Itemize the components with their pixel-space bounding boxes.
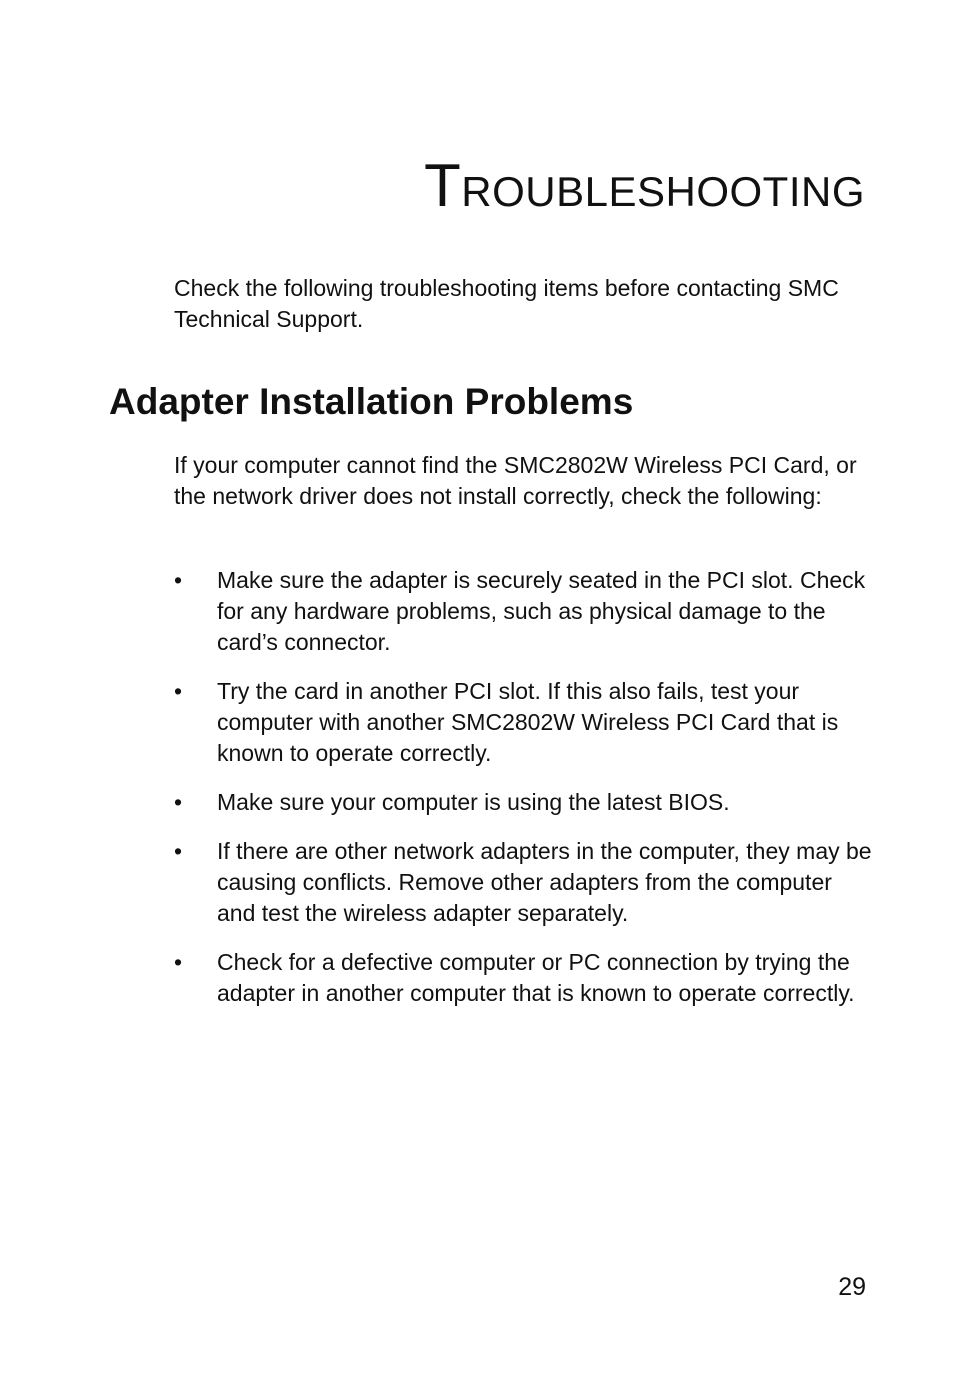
list-item [174,947,874,1009]
bullet-icon: • [174,567,183,593]
list-item [174,787,874,818]
list-item-text: Try the card in another PCI slot. If this also fails, test your computer with another SMC2802W Wireless PCI Card that is known to operate correctly. [217,678,839,766]
section-heading: Adapter Installation Problems [109,381,634,422]
bullet-icon: • [174,949,183,975]
bullet-icon: • [174,789,183,815]
page-number: 29 [838,1273,866,1301]
list-item [174,836,874,929]
troubleshooting-list [174,565,874,1027]
list-item-text: Make sure the adapter is securely seated in the PCI slot. Check for any hardware problems, such as physical damage to the card’s connector. [217,567,866,655]
list-item-text: Make sure your computer is using the latest BIOS. [217,789,730,815]
bullet-icon: • [174,678,183,704]
intro-paragraph: Check the following troubleshooting items before contacting SMC Technical Support. [174,275,839,332]
list-item [174,565,874,658]
bullet-icon: • [174,838,183,864]
list-item-text: If there are other network adapters in the computer, they may be causing conflicts. Remove other adapters from the computer and test the wireless adapter separately. [217,838,872,926]
list-item [174,676,874,769]
section-intro-paragraph: If your computer cannot find the SMC2802W Wireless PCI Card, or the network driver does not install correctly, check the following: [174,452,857,509]
page-title: Troubleshooting [424,152,865,219]
list-item-text: Check for a defective computer or PC connection by trying the adapter in another computer that is known to operate correctly. [217,949,855,1006]
